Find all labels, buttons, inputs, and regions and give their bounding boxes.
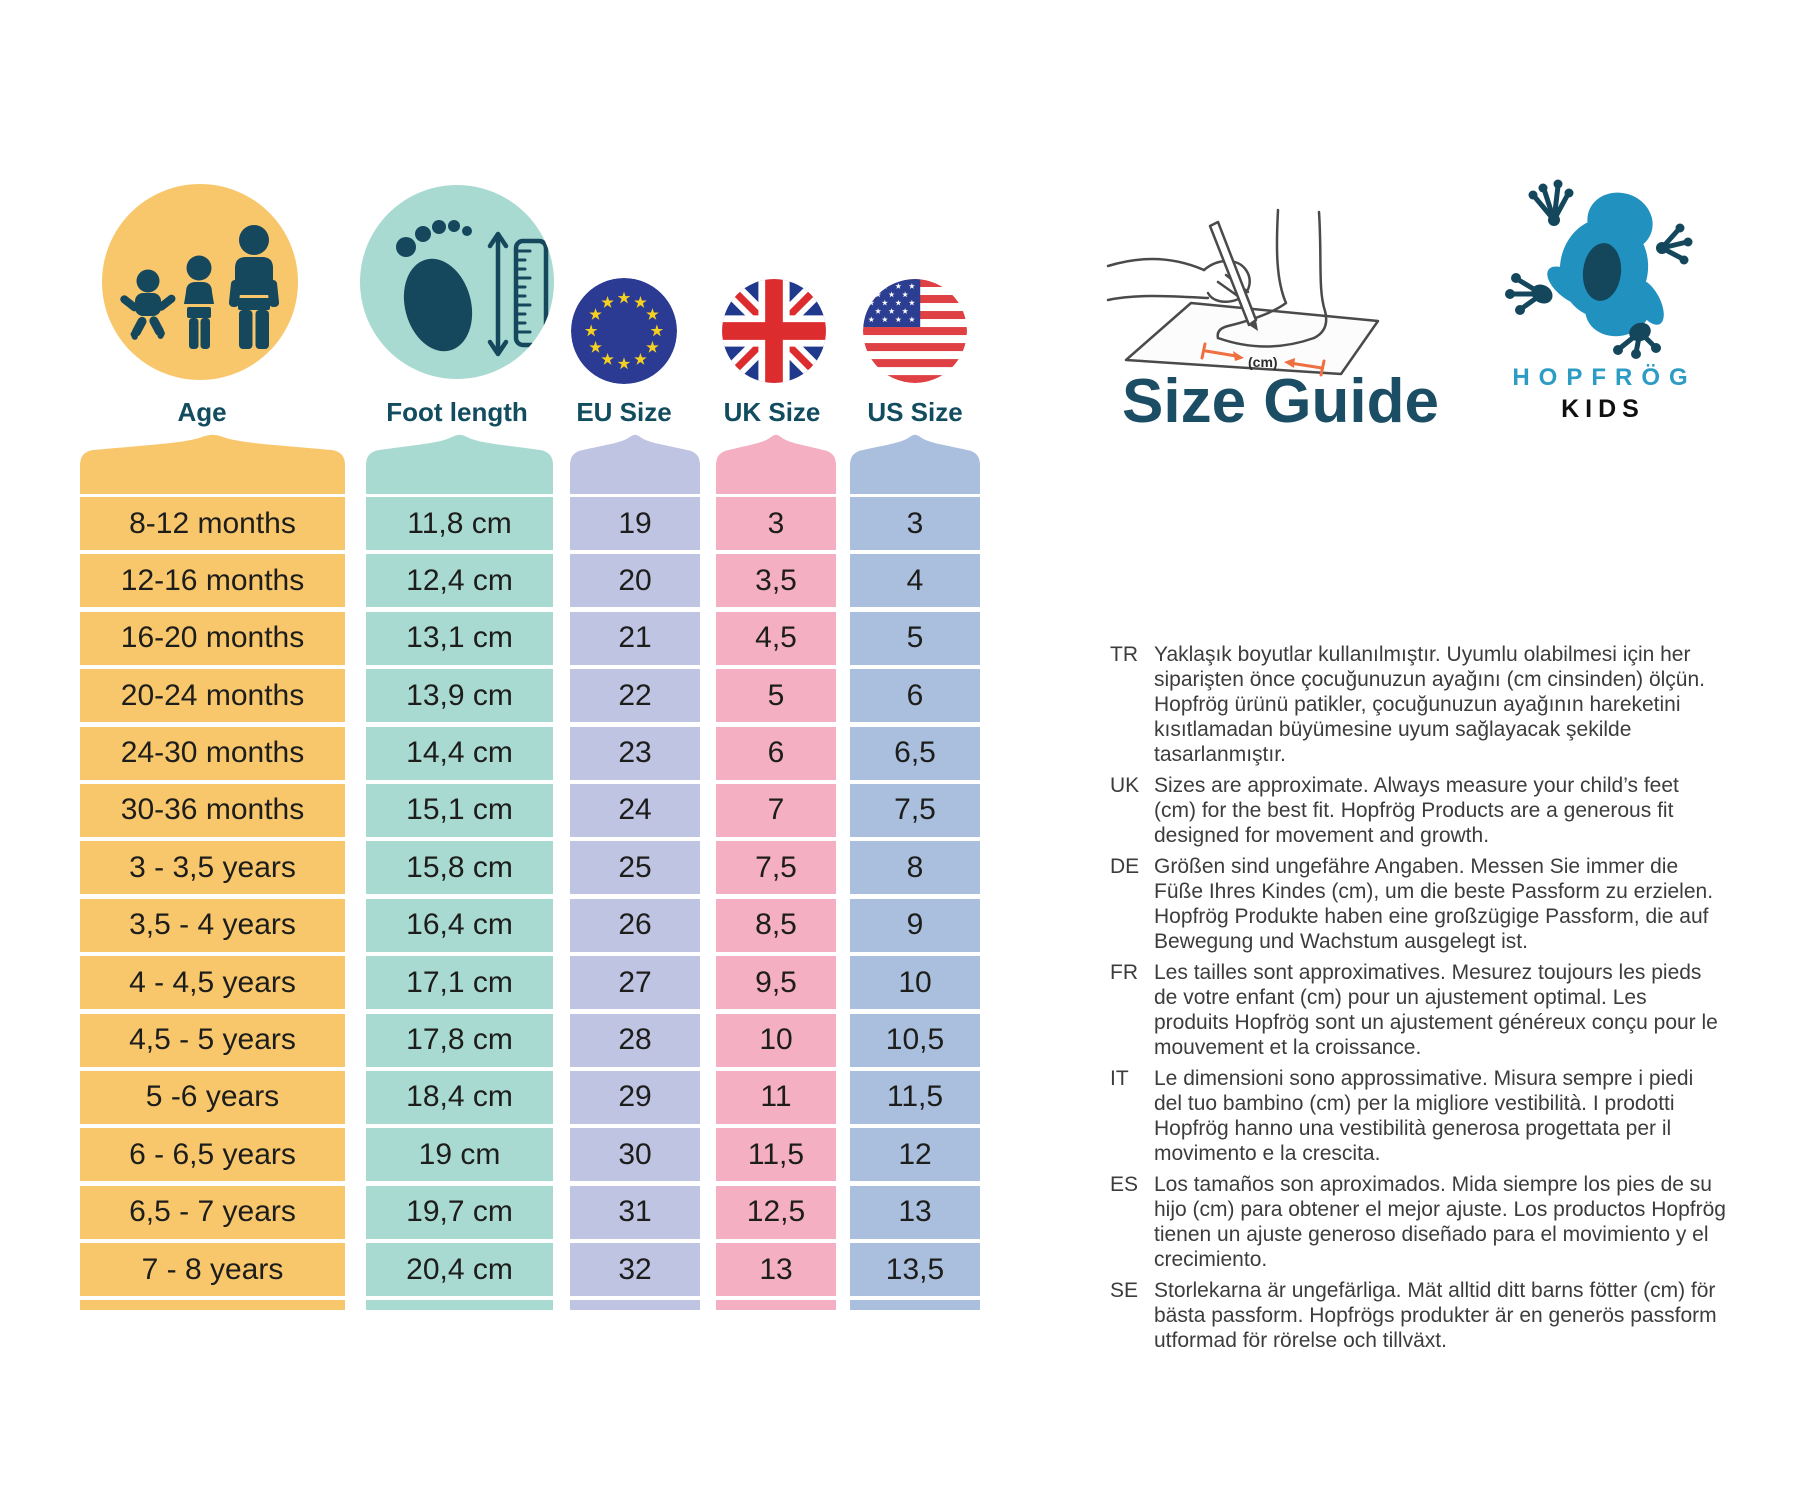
table-cell-partial xyxy=(80,1300,345,1310)
column-cells-eu-size xyxy=(570,497,700,1310)
language-code: TR xyxy=(1110,643,1138,666)
foot-measure-icon xyxy=(360,185,554,379)
table-cell-age: 3 - 3,5 years xyxy=(80,841,345,894)
table-cell-uk: 9,5 xyxy=(716,956,836,1009)
table-cell-uk: 3,5 xyxy=(716,554,836,607)
column-top-arch xyxy=(80,434,345,494)
language-text: Größen sind ungefähre Angaben. Messen Sie immer die Füße Ihres Kindes (cm), um die beste Passform zu erzielen. Hopfrög Produkte haben eine großzügige Passform, die auf Bewegung und Wachstum ausgelegt ist. xyxy=(1154,855,1714,953)
table-cell-foot: 19 cm xyxy=(366,1128,553,1181)
table-cell-uk: 11,5 xyxy=(716,1128,836,1181)
table-cell-partial xyxy=(850,1300,980,1310)
table-cell-foot: 15,1 cm xyxy=(366,784,553,837)
age-header-circle xyxy=(102,184,298,380)
table-cell-us: 9 xyxy=(850,899,980,952)
table-cell-foot: 15,8 cm xyxy=(366,841,553,894)
language-text: Storlekarna är ungefärliga. Mät alltid ditt barns fötter (cm) för bästa passform. Hopfrögs produkter är en generös passform utformad för rörelse och tillväxt. xyxy=(1154,1279,1717,1352)
column-top-arch xyxy=(850,434,980,494)
table-cell-foot: 17,8 cm xyxy=(366,1014,553,1067)
table-cell-uk: 11 xyxy=(716,1071,836,1124)
table-cell-uk: 13 xyxy=(716,1243,836,1296)
language-note-it xyxy=(1110,1066,1726,1166)
table-cell-us: 13 xyxy=(850,1186,980,1239)
table-cell-eu: 30 xyxy=(570,1128,700,1181)
table-cell-us: 6 xyxy=(850,669,980,722)
table-cell-us: 6,5 xyxy=(850,727,980,780)
table-cell-age: 24-30 months xyxy=(80,727,345,780)
us-flag-circle xyxy=(863,279,967,383)
column-cells-uk-size xyxy=(716,497,836,1310)
table-cell-eu: 19 xyxy=(570,497,700,550)
table-cell-us: 13,5 xyxy=(850,1243,980,1296)
language-text: Yaklaşık boyutlar kullanılmıştır. Uyumlu olabilmesi için her siparişten önce çocuğunuzun ayağını (cm cinsinden) ölçün. Hopfrög ürünü patikler, çocuğunuzun ayağının hareketini kısıtlamadan büyümesine uyum sağlayacak şekilde tasarlanmıştır. xyxy=(1154,643,1705,766)
table-cell-foot: 16,4 cm xyxy=(366,899,553,952)
table-cell-us: 8 xyxy=(850,841,980,894)
table-cell-eu: 32 xyxy=(570,1243,700,1296)
table-cell-uk: 8,5 xyxy=(716,899,836,952)
table-cell-age: 20-24 months xyxy=(80,669,345,722)
table-cell-us: 11,5 xyxy=(850,1071,980,1124)
table-cell-uk: 4,5 xyxy=(716,612,836,665)
table-cell-uk: 7 xyxy=(716,784,836,837)
brand-sub-name: KIDS xyxy=(1561,395,1645,423)
table-cell-eu: 21 xyxy=(570,612,700,665)
table-cell-eu: 25 xyxy=(570,841,700,894)
table-cell-partial xyxy=(570,1300,700,1310)
brand-wordmark xyxy=(1494,364,1706,424)
table-cell-us: 7,5 xyxy=(850,784,980,837)
language-code: DE xyxy=(1110,855,1140,878)
table-cell-eu: 22 xyxy=(570,669,700,722)
language-notes xyxy=(1110,642,1726,1359)
brand-name: HOPFRÖG xyxy=(1512,364,1697,391)
table-cell-uk: 7,5 xyxy=(716,841,836,894)
column-top-arch xyxy=(570,434,700,494)
table-cell-foot: 13,9 cm xyxy=(366,669,553,722)
table-cell-us: 4 xyxy=(850,554,980,607)
table-cell-age: 4 - 4,5 years xyxy=(80,956,345,1009)
table-cell-age: 30-36 months xyxy=(80,784,345,837)
language-text: Los tamaños son aproximados. Mida siempre los pies de su hijo (cm) para obtener el mejor ajuste. Los productos Hopfrög tienen un ajuste generoso diseñado para el movimiento y el crecimiento. xyxy=(1154,1173,1726,1271)
table-cell-foot: 11,8 cm xyxy=(366,497,553,550)
table-cell-age: 7 - 8 years xyxy=(80,1243,345,1296)
table-cell-eu: 26 xyxy=(570,899,700,952)
language-note-fr xyxy=(1110,960,1726,1060)
table-cell-uk: 3 xyxy=(716,497,836,550)
language-note-se xyxy=(1110,1278,1726,1353)
table-cell-uk: 10 xyxy=(716,1014,836,1067)
language-text: Le dimensioni sono approssimative. Misura sempre i piedi del tuo bambino (cm) per la migliore vestibilità. I prodotti Hopfrög hanno una vestibilità generosa progettata per il movimento e la crescita. xyxy=(1154,1067,1694,1165)
table-cell-age: 6 - 6,5 years xyxy=(80,1128,345,1181)
cm-unit-label: (cm) xyxy=(1248,354,1278,370)
column-top-arch xyxy=(366,434,553,494)
table-cell-us: 10,5 xyxy=(850,1014,980,1067)
language-note-uk xyxy=(1110,773,1726,848)
language-note-de xyxy=(1110,854,1726,954)
table-cell-eu: 29 xyxy=(570,1071,700,1124)
table-cell-foot: 18,4 cm xyxy=(366,1071,553,1124)
uk-flag-icon xyxy=(722,279,826,383)
page-title: Size Guide xyxy=(1122,367,1439,436)
table-cell-partial xyxy=(366,1300,553,1310)
language-text: Sizes are approximate. Always measure your child’s feet (cm) for the best fit. Hopfrög Products are a generous fit designed for movement and growth. xyxy=(1154,774,1679,847)
eu-flag-circle xyxy=(571,278,677,384)
table-cell-eu: 31 xyxy=(570,1186,700,1239)
table-cell-foot: 13,1 cm xyxy=(366,612,553,665)
language-code: ES xyxy=(1110,1173,1139,1196)
table-cell-age: 12-16 months xyxy=(80,554,345,607)
table-cell-us: 3 xyxy=(850,497,980,550)
column-cells-foot-length xyxy=(366,497,553,1310)
table-cell-uk: 5 xyxy=(716,669,836,722)
language-code: IT xyxy=(1110,1067,1129,1090)
table-cell-age: 6,5 - 7 years xyxy=(80,1186,345,1239)
language-note-es xyxy=(1110,1172,1726,1272)
eu-flag-icon xyxy=(571,278,677,384)
frog-logo-icon xyxy=(1498,170,1702,360)
column-uk-size xyxy=(716,0,836,1312)
table-cell-eu: 27 xyxy=(570,956,700,1009)
language-code: UK xyxy=(1110,774,1140,797)
table-cell-age: 5 -6 years xyxy=(80,1071,345,1124)
table-cell-age: 3,5 - 4 years xyxy=(80,899,345,952)
column-cells-us-size xyxy=(850,497,980,1310)
column-label-us-size: US Size xyxy=(867,397,963,427)
table-cell-foot: 12,4 cm xyxy=(366,554,553,607)
table-cell-age: 4,5 - 5 years xyxy=(80,1014,345,1067)
column-eu-size xyxy=(570,0,700,1312)
uk-flag-circle xyxy=(722,279,826,383)
column-label-foot-length: Foot length xyxy=(386,397,528,427)
column-cells-age xyxy=(80,497,345,1310)
foot-length-header-circle xyxy=(360,185,554,379)
table-cell-us: 5 xyxy=(850,612,980,665)
table-cell-us: 12 xyxy=(850,1128,980,1181)
table-cell-uk: 6 xyxy=(716,727,836,780)
table-cell-foot: 20,4 cm xyxy=(366,1243,553,1296)
table-cell-us: 10 xyxy=(850,956,980,1009)
table-cell-eu: 28 xyxy=(570,1014,700,1067)
language-code: FR xyxy=(1110,961,1138,984)
column-label-uk-size: UK Size xyxy=(723,397,821,427)
language-note-tr xyxy=(1110,642,1726,767)
table-cell-foot: 19,7 cm xyxy=(366,1186,553,1239)
column-us-size xyxy=(850,0,980,1312)
table-cell-age: 8-12 months xyxy=(80,497,345,550)
table-cell-age: 16-20 months xyxy=(80,612,345,665)
children-icon xyxy=(102,184,298,380)
table-cell-partial xyxy=(716,1300,836,1310)
us-flag-icon xyxy=(863,279,967,383)
language-code: SE xyxy=(1110,1279,1139,1302)
table-cell-eu: 23 xyxy=(570,727,700,780)
table-cell-uk: 12,5 xyxy=(716,1186,836,1239)
column-label-eu-size: EU Size xyxy=(576,397,672,427)
column-label-age: Age xyxy=(177,397,227,427)
table-cell-eu: 20 xyxy=(570,554,700,607)
language-text: Les tailles sont approximatives. Mesurez toujours les pieds de votre enfant (cm) pour un ajustement optimal. Les produits Hopfrög sont un ajustement généreux conçu pour le mouvement et la croissance. xyxy=(1154,961,1718,1059)
table-cell-eu: 24 xyxy=(570,784,700,837)
table-cell-foot: 17,1 cm xyxy=(366,956,553,1009)
table-cell-foot: 14,4 cm xyxy=(366,727,553,780)
column-top-arch xyxy=(716,434,836,494)
foot-measuring-illustration xyxy=(1106,208,1406,383)
